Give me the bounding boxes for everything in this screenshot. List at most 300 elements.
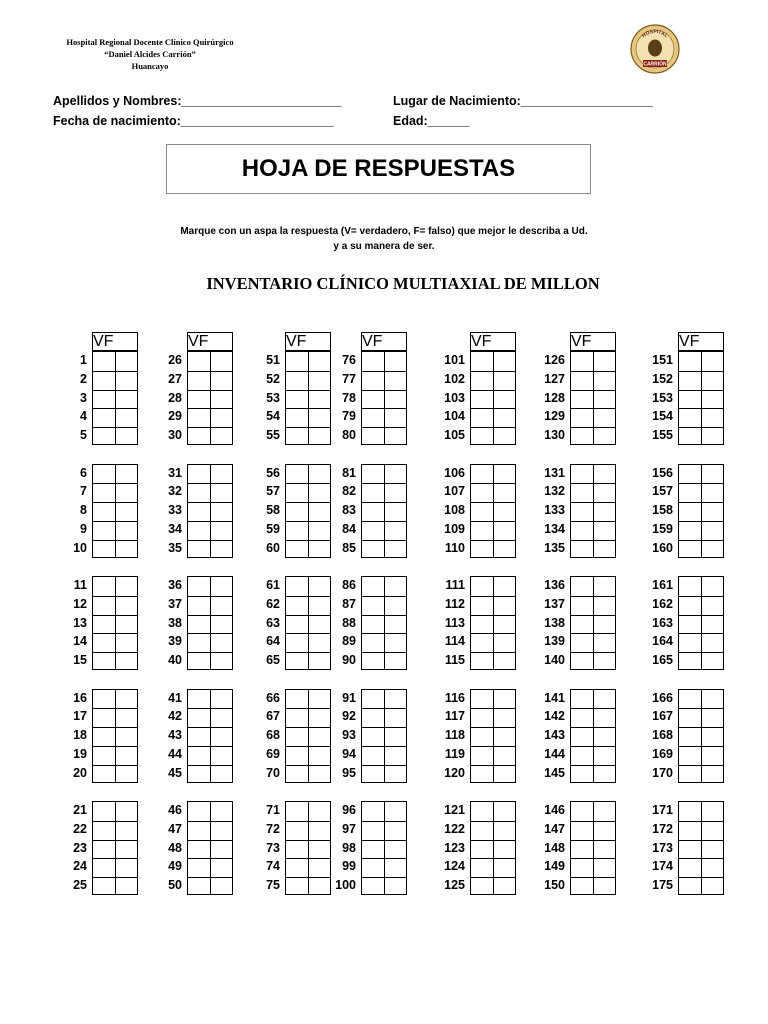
answer-checkbox-true[interactable] — [571, 483, 593, 501]
item-number: 170 — [652, 765, 673, 780]
answer-checkbox-true[interactable] — [679, 802, 701, 820]
item-number: 169 — [652, 746, 673, 761]
answer-checkbox-false[interactable] — [385, 708, 407, 726]
answer-checkbox-false[interactable] — [594, 690, 616, 708]
answer-checkbox-true[interactable] — [362, 765, 384, 783]
answer-checkbox-true[interactable] — [471, 371, 493, 389]
answer-checkbox-true[interactable] — [679, 633, 701, 651]
answer-checkbox-false[interactable] — [594, 708, 616, 726]
answer-checkbox-true[interactable] — [471, 821, 493, 839]
answer-checkbox-true[interactable] — [93, 727, 115, 745]
names-field[interactable]: Apellidos y Nombres:_______________________ — [53, 94, 342, 108]
answer-checkbox-false[interactable] — [494, 746, 516, 764]
answer-checkbox-true[interactable] — [471, 802, 493, 820]
item-number: 46 — [168, 803, 182, 817]
answer-checkbox-true[interactable] — [679, 840, 701, 858]
answer-checkbox-false[interactable] — [494, 840, 516, 858]
answer-checkbox-true[interactable] — [286, 371, 308, 389]
answer-checkbox-true[interactable] — [286, 765, 308, 783]
answer-checkbox-false[interactable] — [594, 427, 616, 445]
answer-checkbox-true[interactable] — [188, 765, 210, 783]
answer-checkbox-true[interactable] — [188, 596, 210, 614]
item-number: 153 — [652, 390, 673, 405]
answer-checkbox-true[interactable] — [286, 858, 308, 876]
answer-checkbox-true[interactable] — [286, 577, 308, 595]
answer-checkbox-true[interactable] — [679, 652, 701, 670]
answer-checkbox-false[interactable] — [494, 652, 516, 670]
answer-checkbox-true[interactable] — [679, 352, 701, 370]
answer-checkbox-false[interactable] — [594, 615, 616, 633]
answer-checkbox-true[interactable] — [571, 746, 593, 764]
answer-checkbox-true[interactable] — [471, 615, 493, 633]
answer-checkbox-false[interactable] — [494, 708, 516, 726]
answer-checkbox-true[interactable] — [571, 615, 593, 633]
answer-checkbox-true[interactable] — [93, 483, 115, 501]
answer-checkbox-false[interactable] — [494, 877, 516, 895]
answer-checkbox-true[interactable] — [188, 427, 210, 445]
answer-checkbox-false[interactable] — [594, 765, 616, 783]
answer-checkbox-true[interactable] — [93, 821, 115, 839]
answer-checkbox-true[interactable] — [286, 652, 308, 670]
answer-checkbox-false[interactable] — [702, 652, 724, 670]
answer-checkbox-true[interactable] — [679, 465, 701, 483]
answer-checkbox-true[interactable] — [286, 690, 308, 708]
answer-checkbox-false[interactable] — [385, 615, 407, 633]
birthplace-field[interactable]: Lugar de Nacimiento:___________________ — [393, 94, 653, 108]
answer-checkbox-true[interactable] — [362, 858, 384, 876]
answer-checkbox-false[interactable] — [494, 502, 516, 520]
answer-checkbox-true[interactable] — [471, 577, 493, 595]
answer-checkbox-true[interactable] — [93, 840, 115, 858]
answer-checkbox-false[interactable] — [594, 390, 616, 408]
answer-checkbox-true[interactable] — [362, 633, 384, 651]
answer-checkbox-true[interactable] — [286, 540, 308, 558]
answer-checkbox-true[interactable] — [93, 615, 115, 633]
answer-checkbox-false[interactable] — [594, 877, 616, 895]
answer-checkbox-true[interactable] — [362, 840, 384, 858]
answer-checkbox-false[interactable] — [385, 408, 407, 426]
answer-checkbox-false[interactable] — [494, 352, 516, 370]
item-number: 120 — [444, 765, 465, 780]
answer-checkbox-false[interactable] — [494, 577, 516, 595]
answer-checkbox-false[interactable] — [702, 615, 724, 633]
answer-checkbox-true[interactable] — [188, 727, 210, 745]
answer-checkbox-true[interactable] — [362, 577, 384, 595]
answer-checkbox-false[interactable] — [702, 858, 724, 876]
answer-checkbox-true[interactable] — [571, 408, 593, 426]
answer-checkbox-false[interactable] — [385, 502, 407, 520]
answer-checkbox-false[interactable] — [702, 877, 724, 895]
answer-checkbox-false[interactable] — [385, 821, 407, 839]
answer-checkbox-false[interactable] — [594, 596, 616, 614]
answer-checkbox-false[interactable] — [594, 465, 616, 483]
answer-checkbox-true[interactable] — [571, 708, 593, 726]
answer-checkbox-true[interactable] — [93, 577, 115, 595]
answer-checkbox-true[interactable] — [188, 858, 210, 876]
answer-checkbox-true[interactable] — [362, 708, 384, 726]
item-number: 57 — [266, 484, 280, 499]
answer-checkbox-true[interactable] — [471, 708, 493, 726]
answer-checkbox-false[interactable] — [594, 577, 616, 595]
answer-checkbox-true[interactable] — [679, 483, 701, 501]
answer-checkbox-false[interactable] — [385, 483, 407, 501]
answer-checkbox-false[interactable] — [494, 821, 516, 839]
answer-checkbox-false[interactable] — [702, 521, 724, 539]
answer-checkbox-false[interactable] — [702, 352, 724, 370]
answer-checkbox-false[interactable] — [494, 765, 516, 783]
answer-checkbox-true[interactable] — [571, 633, 593, 651]
answer-checkbox-true[interactable] — [471, 877, 493, 895]
answer-checkbox-false[interactable] — [494, 596, 516, 614]
answer-checkbox-true[interactable] — [93, 877, 115, 895]
answer-checkbox-true[interactable] — [471, 652, 493, 670]
answer-checkbox-false[interactable] — [385, 858, 407, 876]
answer-checkbox-true[interactable] — [286, 727, 308, 745]
answer-checkbox-false[interactable] — [702, 427, 724, 445]
answer-checkbox-false[interactable] — [594, 371, 616, 389]
item-number: 60 — [266, 540, 280, 555]
answer-checkbox-true[interactable] — [679, 427, 701, 445]
answer-checkbox-true[interactable] — [471, 690, 493, 708]
item-number: 166 — [652, 690, 673, 705]
answer-checkbox-true[interactable] — [93, 465, 115, 483]
answer-checkbox-false[interactable] — [385, 427, 407, 445]
answer-checkbox-true[interactable] — [286, 840, 308, 858]
answer-checkbox-true[interactable] — [679, 821, 701, 839]
answer-checkbox-false[interactable] — [385, 746, 407, 764]
answer-checkbox-true[interactable] — [471, 465, 493, 483]
answer-checkbox-false[interactable] — [702, 390, 724, 408]
answer-checkbox-false[interactable] — [494, 540, 516, 558]
answer-checkbox-true[interactable] — [93, 802, 115, 820]
answer-checkbox-true[interactable] — [188, 633, 210, 651]
answer-checkbox-false[interactable] — [702, 577, 724, 595]
answer-checkbox-true[interactable] — [571, 502, 593, 520]
answer-checkbox-true[interactable] — [93, 390, 115, 408]
answer-checkbox-true[interactable] — [93, 371, 115, 389]
answer-checkbox-false[interactable] — [594, 821, 616, 839]
answer-checkbox-true[interactable] — [571, 821, 593, 839]
item-number: 119 — [444, 746, 465, 761]
answer-checkbox-true[interactable] — [188, 840, 210, 858]
answer-checkbox-true[interactable] — [188, 802, 210, 820]
answer-checkbox-true[interactable] — [93, 502, 115, 520]
answer-checkbox-false[interactable] — [702, 802, 724, 820]
answer-checkbox-true[interactable] — [679, 390, 701, 408]
answer-checkbox-true[interactable] — [679, 596, 701, 614]
answer-checkbox-false[interactable] — [385, 540, 407, 558]
answer-checkbox-true[interactable] — [571, 390, 593, 408]
answer-checkbox-true[interactable] — [471, 840, 493, 858]
answer-checkbox-true[interactable] — [471, 352, 493, 370]
answer-checkbox-true[interactable] — [286, 483, 308, 501]
answer-checkbox-true[interactable] — [93, 540, 115, 558]
answer-checkbox-false[interactable] — [385, 596, 407, 614]
item-number: 11 — [73, 578, 87, 592]
answer-checkbox-true[interactable] — [93, 633, 115, 651]
answer-checkbox-true[interactable] — [679, 765, 701, 783]
answer-checkbox-false[interactable] — [702, 821, 724, 839]
answer-checkbox-true[interactable] — [471, 765, 493, 783]
item-number: 141 — [544, 690, 565, 705]
answer-checkbox-true[interactable] — [362, 727, 384, 745]
answer-checkbox-true[interactable] — [188, 577, 210, 595]
answer-checkbox-true[interactable] — [471, 633, 493, 651]
answer-checkbox-true[interactable] — [471, 408, 493, 426]
answer-checkbox-true[interactable] — [362, 521, 384, 539]
answer-checkbox-true[interactable] — [571, 877, 593, 895]
answer-checkbox-true[interactable] — [188, 521, 210, 539]
answer-checkbox-true[interactable] — [679, 540, 701, 558]
answer-checkbox-true[interactable] — [679, 371, 701, 389]
answer-checkbox-false[interactable] — [594, 746, 616, 764]
answer-checkbox-true[interactable] — [93, 408, 115, 426]
answer-checkbox-true[interactable] — [93, 746, 115, 764]
answer-checkbox-true[interactable] — [571, 352, 593, 370]
answer-checkbox-true[interactable] — [93, 765, 115, 783]
answer-checkbox-true[interactable] — [188, 877, 210, 895]
answer-checkbox-false[interactable] — [385, 765, 407, 783]
answer-checkbox-true[interactable] — [286, 596, 308, 614]
answer-checkbox-false[interactable] — [385, 690, 407, 708]
answer-checkbox-true[interactable] — [188, 502, 210, 520]
answer-checkbox-false[interactable] — [594, 840, 616, 858]
answer-checkbox-true[interactable] — [362, 652, 384, 670]
answer-checkbox-true[interactable] — [362, 390, 384, 408]
answer-checkbox-true[interactable] — [471, 596, 493, 614]
answer-checkbox-true[interactable] — [679, 877, 701, 895]
answer-checkbox-false[interactable] — [702, 840, 724, 858]
answer-checkbox-true[interactable] — [362, 408, 384, 426]
answer-checkbox-false[interactable] — [385, 652, 407, 670]
answer-checkbox-false[interactable] — [594, 802, 616, 820]
answer-checkbox-false[interactable] — [385, 840, 407, 858]
answer-checkbox-false[interactable] — [385, 802, 407, 820]
answer-checkbox-true[interactable] — [571, 577, 593, 595]
answer-checkbox-true[interactable] — [286, 521, 308, 539]
answer-checkbox-true[interactable] — [471, 502, 493, 520]
answer-checkbox-false[interactable] — [594, 858, 616, 876]
answer-checkbox-false[interactable] — [494, 615, 516, 633]
answer-checkbox-true[interactable] — [93, 596, 115, 614]
answer-checkbox-true[interactable] — [362, 746, 384, 764]
answer-checkbox-true[interactable] — [188, 540, 210, 558]
answer-checkbox-false[interactable] — [494, 427, 516, 445]
answer-checkbox-false[interactable] — [385, 877, 407, 895]
answer-checkbox-true[interactable] — [93, 427, 115, 445]
answer-checkbox-false[interactable] — [702, 727, 724, 745]
answer-checkbox-true[interactable] — [471, 858, 493, 876]
answer-checkbox-true[interactable] — [571, 690, 593, 708]
answer-checkbox-true[interactable] — [362, 502, 384, 520]
answer-checkbox-false[interactable] — [702, 708, 724, 726]
answer-checkbox-false[interactable] — [702, 746, 724, 764]
answer-checkbox-true[interactable] — [362, 821, 384, 839]
answer-checkbox-true[interactable] — [571, 727, 593, 745]
answer-checkbox-false[interactable] — [594, 652, 616, 670]
answer-checkbox-true[interactable] — [571, 765, 593, 783]
answer-checkbox-true[interactable] — [571, 840, 593, 858]
answer-checkbox-true[interactable] — [471, 390, 493, 408]
answer-checkbox-true[interactable] — [471, 427, 493, 445]
answer-checkbox-true[interactable] — [286, 746, 308, 764]
answer-checkbox-true[interactable] — [362, 615, 384, 633]
answer-checkbox-true[interactable] — [679, 615, 701, 633]
answer-checkbox-false[interactable] — [385, 521, 407, 539]
answer-checkbox-true[interactable] — [362, 690, 384, 708]
answer-checkbox-false[interactable] — [494, 858, 516, 876]
answer-checkbox-false[interactable] — [385, 577, 407, 595]
answer-checkbox-true[interactable] — [286, 390, 308, 408]
answer-checkbox-false[interactable] — [594, 540, 616, 558]
answer-checkbox-false[interactable] — [494, 690, 516, 708]
answer-checkbox-true[interactable] — [286, 821, 308, 839]
instruction-line: y a su manera de ser. — [333, 241, 435, 252]
answer-checkbox-false[interactable] — [494, 408, 516, 426]
answer-checkbox-false[interactable] — [494, 465, 516, 483]
answer-checkbox-false[interactable] — [494, 483, 516, 501]
answer-checkbox-true[interactable] — [286, 802, 308, 820]
answer-checkbox-false[interactable] — [594, 633, 616, 651]
answer-checkbox-true[interactable] — [188, 652, 210, 670]
answer-checkbox-true[interactable] — [571, 858, 593, 876]
answer-checkbox-true[interactable] — [362, 427, 384, 445]
item-number: 26 — [168, 353, 182, 367]
answer-checkbox-true[interactable] — [286, 465, 308, 483]
answer-checkbox-false[interactable] — [494, 727, 516, 745]
birthdate-field[interactable]: Fecha de nacimiento:______________________ — [53, 114, 334, 128]
answer-checkbox-true[interactable] — [362, 371, 384, 389]
answer-checkbox-true[interactable] — [471, 746, 493, 764]
answer-checkbox-false[interactable] — [702, 633, 724, 651]
item-number: 162 — [652, 596, 673, 611]
answer-checkbox-true[interactable] — [286, 427, 308, 445]
answer-checkbox-true[interactable] — [362, 596, 384, 614]
age-field[interactable]: Edad:______ — [393, 114, 470, 128]
answer-checkbox-true[interactable] — [679, 746, 701, 764]
answer-checkbox-true[interactable] — [188, 465, 210, 483]
answer-checkbox-true[interactable] — [571, 540, 593, 558]
answer-checkbox-true[interactable] — [362, 877, 384, 895]
answer-checkbox-true[interactable] — [93, 521, 115, 539]
answer-checkbox-false[interactable] — [594, 502, 616, 520]
answer-checkbox-true[interactable] — [679, 727, 701, 745]
answer-checkbox-true[interactable] — [188, 352, 210, 370]
answer-checkbox-true[interactable] — [93, 352, 115, 370]
answer-checkbox-false[interactable] — [702, 371, 724, 389]
item-number: 10 — [73, 540, 87, 555]
answer-checkbox-true[interactable] — [286, 877, 308, 895]
answer-checkbox-true[interactable] — [188, 483, 210, 501]
answer-checkbox-false[interactable] — [385, 727, 407, 745]
item-number: 93 — [342, 728, 356, 743]
answer-checkbox-true[interactable] — [571, 596, 593, 614]
answer-checkbox-true[interactable] — [362, 352, 384, 370]
answer-checkbox-false[interactable] — [385, 465, 407, 483]
answer-checkbox-true[interactable] — [679, 502, 701, 520]
answer-checkbox-true[interactable] — [188, 408, 210, 426]
answer-checkbox-false[interactable] — [702, 596, 724, 614]
answer-checkbox-true[interactable] — [571, 652, 593, 670]
answer-checkbox-true[interactable] — [362, 540, 384, 558]
answer-checkbox-false[interactable] — [385, 390, 407, 408]
answer-checkbox-false[interactable] — [494, 802, 516, 820]
item-number: 145 — [544, 765, 565, 780]
answer-checkbox-true[interactable] — [362, 802, 384, 820]
answer-checkbox-true[interactable] — [286, 502, 308, 520]
answer-checkbox-false[interactable] — [702, 408, 724, 426]
answer-checkbox-false[interactable] — [494, 521, 516, 539]
answer-checkbox-true[interactable] — [188, 390, 210, 408]
answer-checkbox-true[interactable] — [571, 427, 593, 445]
answer-checkbox-true[interactable] — [679, 408, 701, 426]
answer-checkbox-true[interactable] — [471, 540, 493, 558]
answer-checkbox-true[interactable] — [679, 858, 701, 876]
answer-checkbox-false[interactable] — [702, 483, 724, 501]
answer-checkbox-false[interactable] — [385, 371, 407, 389]
answer-checkbox-true[interactable] — [188, 690, 210, 708]
answer-checkbox-true[interactable] — [93, 690, 115, 708]
answer-checkbox-false[interactable] — [494, 390, 516, 408]
answer-checkbox-false[interactable] — [385, 352, 407, 370]
answer-checkbox-false[interactable] — [594, 352, 616, 370]
answer-checkbox-true[interactable] — [188, 821, 210, 839]
answer-checkbox-true[interactable] — [286, 408, 308, 426]
answer-checkbox-false[interactable] — [385, 633, 407, 651]
answer-checkbox-true[interactable] — [571, 465, 593, 483]
answer-checkbox-true[interactable] — [286, 633, 308, 651]
answer-checkbox-true[interactable] — [188, 615, 210, 633]
item-number: 103 — [444, 390, 465, 405]
answer-checkbox-false[interactable] — [494, 633, 516, 651]
answer-block — [678, 351, 724, 445]
answer-checkbox-true[interactable] — [679, 690, 701, 708]
item-number: 47 — [168, 821, 182, 836]
answer-checkbox-false[interactable] — [594, 483, 616, 501]
answer-checkbox-true[interactable] — [188, 708, 210, 726]
answer-checkbox-false[interactable] — [702, 765, 724, 783]
answer-checkbox-true[interactable] — [571, 802, 593, 820]
answer-checkbox-true[interactable] — [286, 615, 308, 633]
answer-checkbox-true[interactable] — [571, 521, 593, 539]
answer-checkbox-true[interactable] — [286, 352, 308, 370]
answer-checkbox-true[interactable] — [362, 483, 384, 501]
answer-checkbox-false[interactable] — [594, 727, 616, 745]
answer-checkbox-false[interactable] — [594, 521, 616, 539]
answer-checkbox-true[interactable] — [93, 652, 115, 670]
answer-checkbox-true[interactable] — [93, 858, 115, 876]
hospital-line: Hospital Regional Docente Clínico Quirúrgico — [66, 37, 234, 47]
answer-checkbox-true[interactable] — [679, 577, 701, 595]
answer-checkbox-true[interactable] — [471, 483, 493, 501]
answer-checkbox-true[interactable] — [471, 727, 493, 745]
answer-checkbox-false[interactable] — [702, 465, 724, 483]
answer-checkbox-true[interactable] — [286, 708, 308, 726]
answer-checkbox-false[interactable] — [494, 371, 516, 389]
answer-checkbox-true[interactable] — [679, 708, 701, 726]
answer-checkbox-true[interactable] — [188, 746, 210, 764]
answer-checkbox-true[interactable] — [571, 371, 593, 389]
answer-checkbox-true[interactable] — [93, 708, 115, 726]
answer-checkbox-false[interactable] — [594, 408, 616, 426]
answer-checkbox-true[interactable] — [188, 371, 210, 389]
answer-checkbox-true[interactable] — [362, 465, 384, 483]
answer-checkbox-true[interactable] — [471, 521, 493, 539]
answer-checkbox-false[interactable] — [702, 540, 724, 558]
answer-checkbox-true[interactable] — [679, 521, 701, 539]
answer-checkbox-false[interactable] — [702, 502, 724, 520]
answer-checkbox-false[interactable] — [702, 690, 724, 708]
